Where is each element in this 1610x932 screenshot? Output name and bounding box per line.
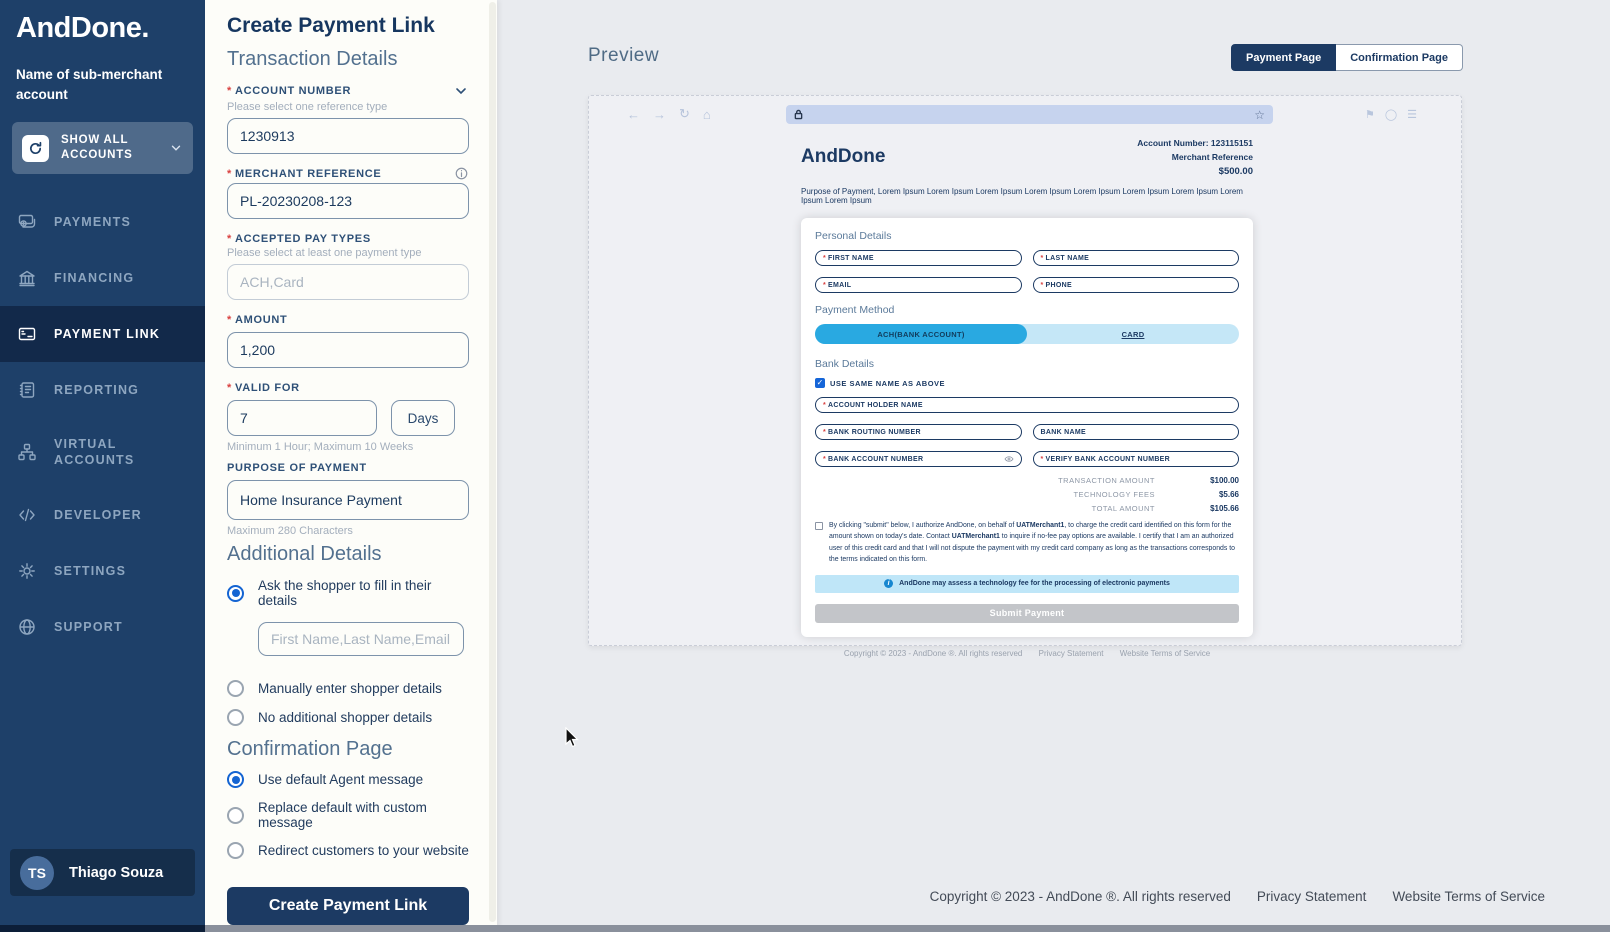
amount-input[interactable]: [227, 332, 469, 368]
sidebar-item-financing[interactable]: [0, 250, 205, 306]
email-field[interactable]: * EMAIL: [815, 277, 1022, 293]
sidebar-item-reporting[interactable]: [0, 362, 205, 418]
terms-of-service-link[interactable]: Website Terms of Service: [1392, 889, 1545, 904]
preview-privacy-link[interactable]: Privacy Statement: [1038, 648, 1104, 658]
sidebar-item-label: FINANCING: [54, 271, 135, 285]
radio-selected[interactable]: [227, 771, 244, 788]
account-number-hint: Please select one reference type: [227, 101, 388, 113]
tab-confirmation-page[interactable]: Confirmation Page: [1336, 44, 1463, 71]
bank-routing-number-field[interactable]: * BANK ROUTING NUMBER: [815, 424, 1022, 440]
lock-icon: [794, 109, 803, 120]
accepted-pay-types-input[interactable]: [227, 264, 469, 300]
star-icon[interactable]: ☆: [1254, 107, 1265, 122]
preview-title: Preview: [588, 45, 660, 66]
sidebar-item-virtual-accounts[interactable]: [0, 418, 205, 487]
address-bar[interactable]: [786, 105, 1273, 124]
valid-for-input[interactable]: [227, 400, 377, 436]
payment-page-preview: [801, 138, 1253, 658]
transaction-details-heading: Transaction Details: [227, 48, 398, 70]
summary-value: $5.66: [1218, 490, 1239, 499]
sidebar-item-payments[interactable]: [0, 194, 205, 250]
settings-icon: [16, 561, 38, 581]
radio-redirect-website[interactable]: Redirect customers to your website: [227, 842, 469, 859]
home-icon[interactable]: ⌂: [702, 106, 711, 122]
sidebar-item-payment-link[interactable]: [0, 306, 205, 362]
bookmark-icon[interactable]: ⚑: [1364, 108, 1375, 121]
radio-default-agent-message[interactable]: Use default Agent message: [227, 771, 469, 788]
preview-amount: $500.00: [1218, 166, 1253, 177]
payment-link-icon: [16, 324, 38, 344]
profile-icon[interactable]: ◯: [1384, 108, 1398, 121]
chevron-down-icon: [169, 141, 183, 155]
required-marker: *: [227, 167, 232, 180]
amount-summary: [815, 476, 1239, 513]
eye-icon[interactable]: [1004, 454, 1014, 464]
payment-method-tabs: [815, 324, 1239, 344]
sidebar-item-developer[interactable]: [0, 487, 205, 543]
confirmation-page-heading: Confirmation Page: [227, 738, 393, 760]
required-marker: *: [227, 314, 232, 326]
avatar: TS: [20, 856, 54, 890]
page-footer: [930, 889, 1545, 904]
info-icon[interactable]: [454, 166, 469, 181]
preview-footer: [801, 649, 1253, 658]
use-same-name-checkbox[interactable]: ✓ USE SAME NAME AS ABOVE: [815, 378, 1239, 388]
support-icon: [16, 617, 38, 637]
sidebar-item-label: VIRTUAL ACCOUNTS: [54, 437, 135, 468]
developer-icon: [16, 505, 38, 525]
summary-value: $105.66: [1210, 504, 1239, 513]
required-marker: *: [227, 382, 232, 394]
radio-unselected[interactable]: [227, 807, 244, 824]
verify-bank-account-number-field[interactable]: * VERIFY BANK ACCOUNT NUMBER: [1033, 451, 1240, 467]
purpose-hint: Maximum 280 Characters: [227, 525, 353, 537]
copyright-text: Copyright © 2023 - AndDone ®. All rights reserved: [929, 889, 1231, 904]
browser-preview-frame: [588, 95, 1462, 658]
bank-details-heading: Bank Details: [815, 358, 874, 370]
merchant-reference-input[interactable]: [227, 183, 469, 219]
personal-details-heading: Personal Details: [815, 230, 892, 242]
summary-value: $100.00: [1210, 476, 1239, 485]
tab-ach[interactable]: ACH(BANK ACCOUNT): [815, 324, 1027, 344]
preview-merchant-reference: Merchant Reference: [1171, 152, 1253, 162]
tab-card[interactable]: CARD: [1121, 329, 1145, 339]
sidebar-item-label: REPORTING: [54, 383, 140, 397]
create-payment-link-button[interactable]: Create Payment Link: [227, 887, 469, 925]
required-marker: *: [227, 233, 232, 245]
user-name: Thiago Souza: [69, 864, 164, 881]
authorization-disclaimer: By clicking "submit" below, I authorize AndDone, on behalf of UATMerchant1, to charge the credit card identified on this form for the amount shown on today's date. Contact UATMerchant1 to inquire if no-fee pay options are available. I certify that I am an authorized user of this credit card and that I will not dispute the payment with my credit card company as long as the transactions corresponds to the terms indicated on this form.: [815, 520, 1239, 566]
technology-fee-notice: i AndDone may assess a technology fee for the processing of electronic payments: [815, 575, 1239, 593]
privacy-statement-link[interactable]: Privacy Statement: [1256, 889, 1367, 904]
radio-custom-message[interactable]: Replace default with custom message: [227, 800, 469, 830]
sidebar-item-label: PAYMENT LINK: [54, 327, 161, 341]
sidebar-item-label: PAYMENTS: [54, 215, 131, 229]
form-scrollbar[interactable]: [489, 2, 496, 922]
menu-icon[interactable]: ☰: [1407, 108, 1417, 121]
payments-icon: [16, 212, 38, 232]
radio-no-shopper[interactable]: No additional shopper details: [227, 709, 469, 726]
sub-merchant-account-name: Name of sub-merchant account: [16, 67, 163, 102]
brand-logo: AndDone.: [16, 12, 149, 44]
account-number-input[interactable]: [227, 118, 469, 154]
browser-chrome: [589, 96, 1461, 132]
radio-ask-shopper[interactable]: Ask the shopper to fill in their details: [227, 578, 469, 608]
radio-selected[interactable]: [227, 585, 244, 602]
sidebar-item-label: SUPPORT: [54, 619, 123, 634]
preview-brand: AndDone: [801, 146, 886, 167]
accepted-pay-types-hint: Please select at least one payment type: [227, 247, 422, 259]
radio-unselected[interactable]: [227, 709, 244, 726]
virtual-accounts-icon: [16, 442, 38, 462]
show-all-accounts-label: SHOW ALL ACCOUNTS: [61, 133, 133, 162]
purpose-input[interactable]: [227, 480, 469, 520]
bank-account-number-field[interactable]: * BANK ACCOUNT NUMBER: [815, 451, 1022, 467]
last-name-field[interactable]: * LAST NAME: [1033, 250, 1240, 266]
valid-for-label: * VALID FOR: [227, 382, 300, 394]
chevron-down-icon[interactable]: [453, 83, 469, 99]
account-holder-name-field[interactable]: * ACCOUNT HOLDER NAME: [815, 397, 1239, 413]
payment-method-heading: Payment Method: [815, 304, 895, 316]
bottom-edge: [0, 925, 1610, 932]
first-name-field[interactable]: * FIRST NAME: [815, 250, 1022, 266]
preview-mode-toggle: [1231, 44, 1463, 71]
summary-label: TECHNOLOGY FEES: [1073, 490, 1155, 499]
checkbox-checked-icon[interactable]: [815, 378, 825, 388]
show-all-accounts-button[interactable]: [12, 122, 193, 174]
amount-label: * AMOUNT: [227, 314, 288, 326]
sidebar-item-settings[interactable]: [0, 543, 205, 599]
sidebar-nav: [0, 194, 205, 655]
additional-details-heading: Additional Details: [227, 543, 382, 565]
merchant-reference-label: * MERCHANT REFERENCE: [227, 167, 382, 180]
radio-unselected[interactable]: [227, 842, 244, 859]
forward-icon[interactable]: →: [653, 106, 666, 122]
account-number-label: * ACCOUNT NUMBER: [227, 85, 352, 97]
user-menu[interactable]: [10, 849, 195, 896]
reporting-icon: [16, 380, 38, 400]
preview-account-number: Account Number: 123115151: [1137, 138, 1253, 148]
info-icon: i: [884, 579, 893, 588]
page-title: Create Payment Link: [227, 14, 435, 37]
payment-form-card: [801, 218, 1253, 637]
preview-terms-link[interactable]: Website Terms of Service: [1119, 648, 1211, 658]
sidebar-item-support[interactable]: [0, 599, 205, 655]
tab-payment-page[interactable]: Payment Page: [1231, 44, 1336, 71]
submit-payment-button[interactable]: Submit Payment: [815, 604, 1239, 623]
purpose-label: PURPOSE OF PAYMENT: [227, 462, 367, 474]
valid-for-unit-select[interactable]: Days: [391, 400, 455, 436]
disclaimer-checkbox[interactable]: [815, 522, 823, 530]
reload-icon[interactable]: ↻: [679, 106, 690, 121]
summary-label: TRANSACTION AMOUNT: [1058, 476, 1155, 485]
required-marker: *: [227, 85, 232, 97]
preview-area: [497, 0, 1610, 932]
preview-purpose-line: Purpose of Payment, Lorem Ipsum Lorem Ipsum Lorem Ipsum Lorem Ipsum Lorem Ipsum Lorem Ipsum Lorem Ipsum Lorem Ipsum Lorem Ipsum: [801, 187, 1243, 205]
bank-name-field[interactable]: BANK NAME: [1033, 424, 1240, 440]
valid-for-hint: Minimum 1 Hour; Maximum 10 Weeks: [227, 441, 414, 453]
shopper-fields-input[interactable]: [258, 622, 464, 656]
accounts-switch-icon: [22, 135, 49, 162]
back-icon[interactable]: ←: [627, 106, 640, 122]
financing-icon: [16, 268, 38, 288]
create-payment-link-panel: [205, 0, 497, 932]
phone-field[interactable]: * PHONE: [1033, 277, 1240, 293]
sidebar: [0, 0, 205, 932]
preview-copyright: Copyright © 2023 - AndDone ®. All rights reserved: [843, 648, 1023, 658]
radio-manual-shopper[interactable]: Manually enter shopper details: [227, 680, 469, 697]
summary-label: TOTAL AMOUNT: [1091, 504, 1155, 513]
accepted-pay-types-label: * ACCEPTED PAY TYPES: [227, 233, 371, 245]
sidebar-item-label: SETTINGS: [54, 563, 127, 578]
sidebar-item-label: DEVELOPER: [54, 507, 142, 522]
radio-unselected[interactable]: [227, 680, 244, 697]
